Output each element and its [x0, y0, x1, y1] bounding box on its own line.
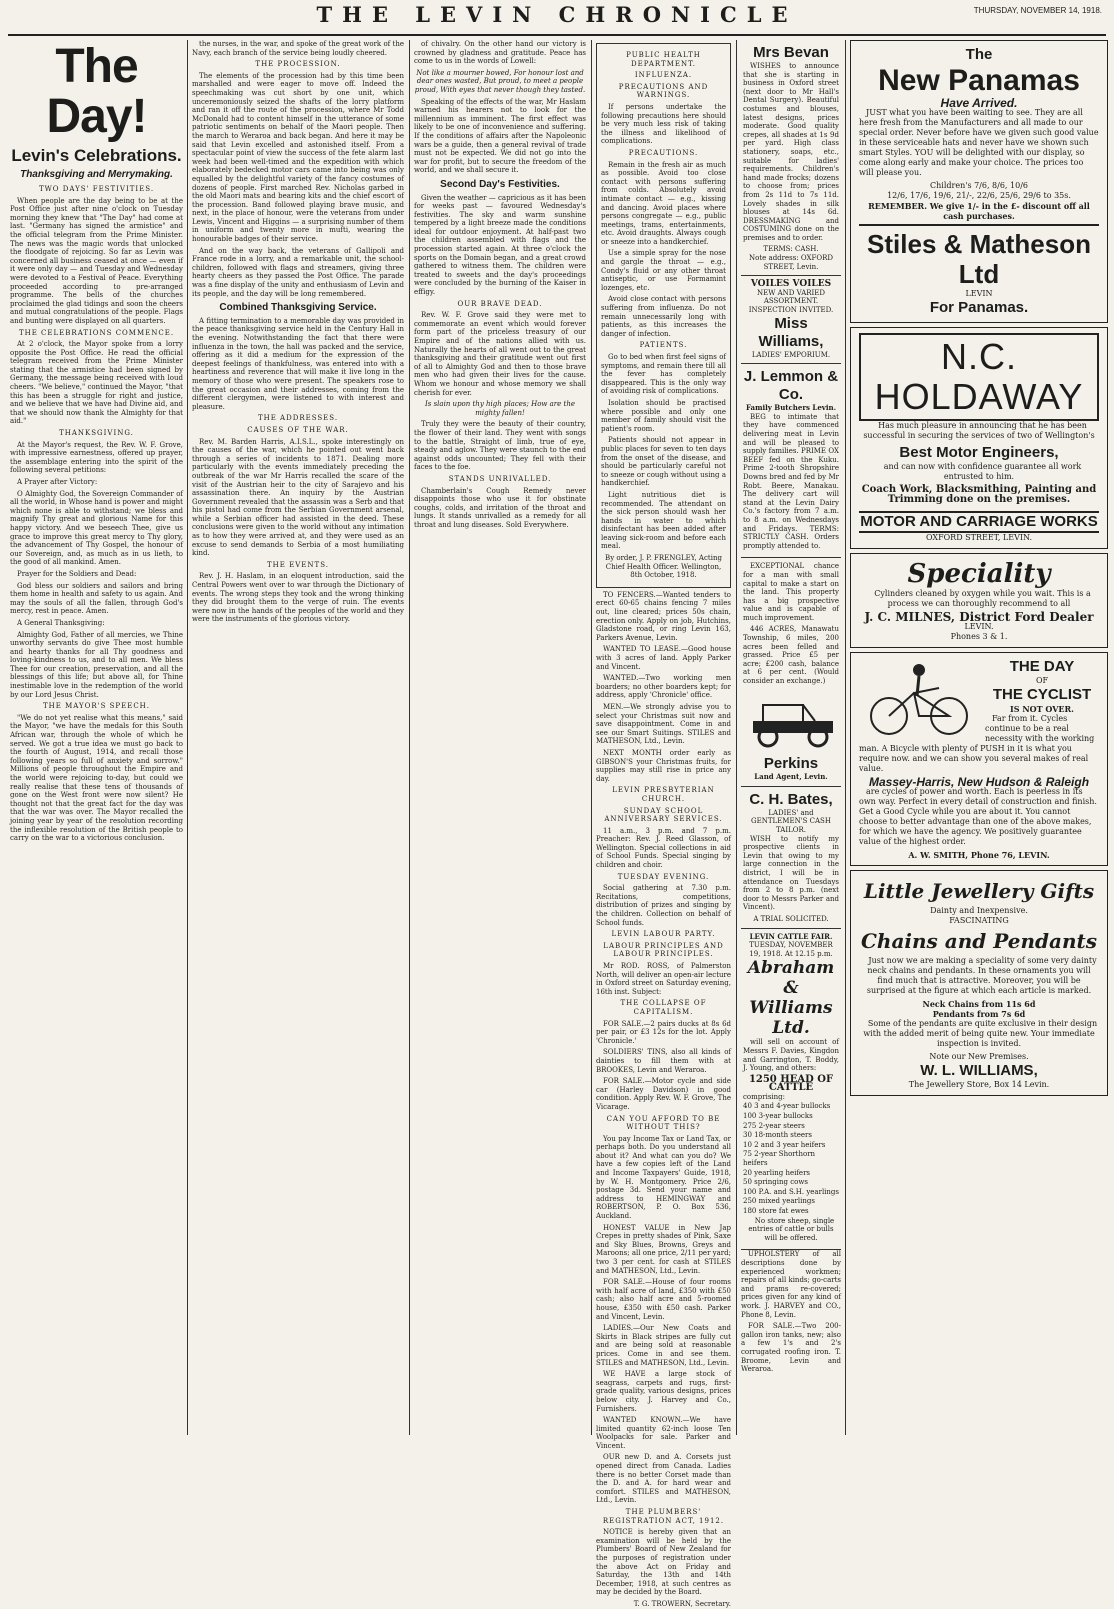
cattle-list-item: 40 3 and 4-year bullocks [743, 1102, 831, 1111]
notice-heading: PATIENTS. [639, 341, 688, 350]
ad-voiles-text: NEW AND VARIED ASSORTMENT. INSPECTION INVITED. [748, 288, 834, 315]
issue-date: THURSDAY, NOVEMBER 14, 1918. [973, 6, 1102, 15]
notice-text: Go to bed when first feel signs of symptoms, and remain there till all the fever has completely disappeared. This is the only way of avoiding risk of complications. [601, 353, 726, 396]
section-heading: THE ADDRESSES. [257, 414, 339, 423]
ad-jewel-note: Note our New Premises. [929, 1052, 1029, 1061]
article-paragraph: O Almighty God, the Sovereign Commander of all the world, in Whose hand is power and might which none is able to withstand; we bless and magnify Thy great and glorious Name for this happy victory. And we beseech Thee, give us grace to improve this great mercy to Thy glory, the advancement of Thy Gospel, the honour of our Sovereign, and, as much as in us lieth, to the good of all mankind. Amen. [10, 489, 183, 567]
ad-cattle-fair [741, 929, 841, 1251]
ad-cyclist-sub: IS NOT OVER. [1010, 704, 1074, 714]
ad-cyclist-sig: A. W. SMITH, Phone 76, LEVIN. [908, 850, 1050, 860]
notice-text: Avoid close contact with persons suffering from influenza. Do not remain unnecessarily long with patients, as this increases the danger of infection. [601, 295, 726, 338]
subheadline: Thanksgiving and Merrymaking. [20, 169, 173, 180]
ad-lemmon-sub: Family Butchers Levin. [745, 403, 837, 413]
article-paragraph: Rev. M. Barden Harris, A.I.S.L., spoke interestingly on the causes of the war, which he pointed out went back through a series of incidents to 1871. Dealing more particularly with the events immediately preceding the outbreak of the war Mr Harris recalled the scare of the visit of the Austrian heir to the city of Sarajevo and his assassination there. An inquiry by the Austrian Government revealed that the assassin was a Serb and that his pistol had come from the Serbian Government arsenal, while a Serbian officer had assisted in the deed. These conclusions were given to the world without any intimation as to how they were arrived at, and they were used as an excuse to send demands to Serbia of a most humiliating kind. [192, 437, 404, 558]
ad-lemmon-name: J. Lemmon & Co. [743, 368, 839, 404]
ad-cyclist-the: THE DAY [1009, 658, 1075, 675]
classified-ad: WANTED TO LEASE.—Good house with 3 acres of land. Apply Parker and Vincent. [596, 645, 731, 671]
notice-text: Light nutritious diet is recommended. The attendant on the sick person should wash her hands in water to which disinfectant has been added after leaving sick-room and before each meal. [601, 490, 726, 551]
prayer-heading: Prayer for the Soldiers and Dead: [17, 569, 137, 578]
ad-cyclist [850, 652, 1108, 866]
article-paragraph: A fitting termination to a memorable day was provided in the peace thanksgiving service held in the Century Hall in the evening. Notwithstanding the fact that there were influenza in the town, the hall was packed and the service, offering as it did a medium for the expression of the deepest feelings of thankfulness, was entered into with a heartiness and reverence that will make it live long in the memory of those who were present. The speakers rose to the great occasion and their addresses, coming from the different clergymen, were listened to with interest and pleasure. [192, 316, 404, 411]
ad-bates-sub: LADIES' and GENTLEMEN'S CASH TAILOR. [751, 808, 831, 834]
ad-stiles-levin: LEVIN [965, 289, 993, 298]
ad-panamas-text: JUST what you have been waiting to see. They are all here fresh from the Manufacturers and all made to our special order. Never before have we given such good value in these serviceable hats and never have we shown such smart Styles. YOU will be delighted with our display, so come along early and make your choice. The prices too will please you. [859, 108, 1099, 177]
ad-cattle-count: 1250 HEAD OF CATTLE [748, 1073, 834, 1094]
ad-bates-trial: A TRIAL SOLICITED. [753, 914, 829, 923]
section-heading: LABOUR PRINCIPLES AND LABOUR PRINCIPLES. [603, 941, 724, 959]
ad-stiles-name: Stiles & Matheson Ltd [867, 229, 1091, 289]
notice-text: Social gathering at 7.30 p.m. Recitations, competitions, distribution of prizes and singing by the children. Collection on behalf of School funds. [596, 884, 731, 927]
column-1 [10, 40, 183, 1435]
ad-bevan-name: Mrs Bevan [753, 44, 829, 61]
section-heading: LEVIN PRESBYTERIAN CHURCH. [612, 786, 715, 803]
ad-speciality [850, 553, 1108, 648]
ad-lemmon [741, 364, 841, 558]
article-paragraph: And on the way back, the veterans of Gallipoli and France rode in a lorry, and a remarkable unit, the school-children, followed with flags and streamers, giving three hearty cheers as they passed the Post Office. The parade was a fine display of the unity and enthusiasm of Levin and its people, and the day will be long remembered. [192, 246, 404, 298]
notice-text: Patients should not appear in public places for seven to ten days from the onset of the disease, and should be particularly careful not to sneeze or cough without using a handkerchief. [601, 436, 726, 488]
section-heading: THE COLLAPSE OF CAPITALISM. [620, 999, 707, 1016]
ad-panamas-sub: Have Arrived. [940, 96, 1018, 110]
ad-jewel-chains: Chains and Pendants [861, 929, 1097, 953]
ad-jewel-neck: Neck Chains from 11s 6d [922, 999, 1036, 1009]
column-rule [187, 40, 188, 1435]
classified-ad: WANTED.—Two working men boarders; no other boarders kept; for address, apply 'Chronicle' office. [596, 674, 731, 700]
ad-abraham-logo: Abraham & Williams Ltd. [747, 958, 835, 1039]
column-rule [591, 40, 592, 1435]
ad-voiles-head: VOILES VOILES [750, 279, 832, 290]
classified-ad: FOR SALE.—2 pairs ducks at 8s 6d per pair, or £3 12s for the lot. Apply 'Chronicle.' [596, 1019, 731, 1045]
column-rule [409, 40, 410, 1435]
ad-jewel-store: The Jewellery Store, Box 14 Levin. [908, 1080, 1050, 1089]
column-2 [192, 40, 404, 1435]
section-heading: THE EVENTS. [267, 560, 329, 569]
notice-text: Mr ROD. ROSS, of Palmerston North, will deliver an open-air lecture in Oxford street on Saturday evening, 16th inst. Subject: [596, 962, 731, 996]
ad-jewel-fasc: FASCINATING [949, 916, 1009, 925]
ad-williams-sub: LADIES' EMPORIUM. [751, 350, 831, 359]
section-title-thanksgiving: Combined Thanksgiving Service. [219, 302, 377, 314]
section-heading: SUNDAY SCHOOL ANNIVERSARY SERVICES. [604, 806, 723, 824]
ad-cattle-date: TUESDAY, NOVEMBER 19, 1918. At 12.15 p.m. [749, 941, 833, 958]
ad-voiles [741, 276, 841, 364]
notice-text: Use a simple spray for the nose and gargle the throat — e.g., Condy's fluid or any other throat antiseptic, or use Formamint lozenges, etc. [601, 249, 726, 292]
ad-speciality-title: Speciality [907, 559, 1051, 589]
article-paragraph: of chivalry. On the other hand our victory is crowned by gladness and gratitude. Peace has come to us in the words of Lowell: [414, 40, 586, 66]
kicker: TWO DAYS' FESTIVITIES. [38, 185, 155, 193]
classified-ad: WE HAVE a large stock of seagrass, carpets and rugs, first-grade quality, various designs, prices below city. J. Harvey and Co., Furnishers. [596, 1370, 731, 1413]
prayer-heading: A Prayer after Victory: [17, 478, 98, 486]
ad-perkins-name: Perkins [763, 755, 819, 773]
section-heading: THE CELEBRATIONS COMMENCE. [18, 328, 175, 337]
cattle-list-item: 250 mixed yearlings [743, 1197, 815, 1206]
ad-stiles-for: For Panamas. [929, 299, 1029, 316]
section-heading: THE MAYOR'S SPEECH. [42, 702, 151, 711]
classified-ad: TO FENCERS.—Wanted tenders to erect 60-65 chains fencing 7 miles out, line cleared; prices 50s chain, erection only. Apply on job, Hutchins, Gladstone road, or ring Levin 163, Parkers Avenue, Levin. [596, 590, 731, 642]
notice-text: Isolation should be practised where possible and only one member of family should visit the patient's room. [601, 398, 726, 433]
ad-bates-name: C. H. Bates, [749, 790, 833, 808]
cattle-list-item: 20 yearling heifers [743, 1168, 811, 1177]
article-paragraph: At the Mayor's request, the Rev. W. F. Grove, with impressive earnestness, offered up prayer, the assemblage entering into the spirit of the following several petitions: [10, 440, 183, 475]
section-title-second-day: Second Day's Festivities. [440, 178, 560, 190]
cyclist-illustration [859, 658, 979, 738]
cattle-list-item: 50 springing cows [743, 1178, 808, 1187]
ad-milnes-address: LEVIN. [964, 622, 994, 631]
article-paragraph: At 2 o'clock, the Mayor spoke from a lorry opposite the Post Office. He read the official telegram received from the Prime Minister stating that the armistice had been signed by Germany, the message being received with loud cheers. "We believe," continued the Mayor, "that this has been a struggle for right and justice, and we believe that we have had Divine aid, and that we should now thank the Almighty for that aid." [10, 340, 183, 426]
ad-jewel-name: W. L. WILLIAMS, [920, 1062, 1038, 1079]
article-paragraph: When people are the day being to be at the Post Office just after nine o'clock on Tuesday morning they knew that "The Day" had come at last. "Germany has signed the armistice" and the official telegram from the Prime Minister. The news was the magic words that unlocked the floodgate of rejoicing. So far as Levin was concerned all business ceased at once — even if it were only day — and Tuesday and Wednesday were devoted to a Festival of Peace. Everything proceeded according to pre-arranged programme. The bells of the churches proclaimed the glad tidings and soon the cheers and mutual congratulations of the people. Flags and bunting were displayed on all quarters. [10, 196, 183, 325]
cattle-list [743, 1093, 839, 1216]
ad-jewel-title: Little Jewellery Gifts [863, 879, 1095, 903]
cattle-list-item: 275 2-year steers [743, 1121, 805, 1130]
ad-panamas-note: REMEMBER. We give 1/- in the £- discount off all cash purchases. [868, 201, 1090, 221]
section-heading: STANDS UNRIVALLED. [448, 474, 552, 483]
ad-cyclist-brand: Massey-Harris, New Hudson & Raleigh [868, 775, 1090, 789]
ad-cattle-note: No store sheep, single entries of cattle or bulls will be offered. [748, 1216, 835, 1242]
ad-motor-address: OXFORD STREET, LEVIN. [925, 533, 1033, 542]
ad-panamas-the: The [965, 46, 993, 63]
ad-bates-text: WISH to notify my prospective clients in Levin that owing to my large connection in the district, I will be in attendance on Tuesdays from 2 to 8 p.m. (next door to Messrs Parker and Vincent). [743, 834, 839, 912]
ad-milnes-name: J. C. MILNES, District Ford Dealer [864, 610, 1094, 624]
classified-ad: FOR SALE.—House of four rooms with half acre of land, £350 with £50 cash; also half acre and 5-roomed house, £350 with £50 cash. Parker and Vincent, Levin. [596, 1278, 731, 1321]
ad-lemmon-text: BEG to intimate that they have commenced delivering meat in Levin and will be pleased to supply families. PRIME OX BEEF fed on the Kuku. Prime 2-tooth Shropshire Downs bred and fed by Mr Robt. Beere, Manakau. The delivery cart will stand at the Levin Dairy Co.'s factory from 7 a.m. to 8 a.m. on Wednesdays and Fridays. TERMS: STRICTLY CASH. Orders promptly attended to. [743, 412, 839, 550]
ad-milnes-phone: Phones 3 & 1. [950, 632, 1008, 641]
classified-ad: OUR new D. and A. Corsets just opened direct from Canada. Ladies there is no better Corset made than the D. and A. for hard wear and comfort. STILES and MATHESON, Ltd., Levin. [596, 1453, 731, 1505]
masthead [8, 0, 1106, 36]
car-illustration [743, 691, 843, 751]
classified-ad: UPHOLSTERY of all descriptions done by experienced workmen; repairs of all kinds; go-carts and prams re-covered; prices given for any kind of work. J. HARVEY and CO., Phone 8, Levin. [741, 1250, 842, 1319]
article-paragraph: Speaking of the effects of the war, Mr Haslam warned his hearers not to look for the millennium as imminent. The first effect was likely to be one of inconvenience and suffering. If the conditions of affairs after the Napoleonic wars be a guide, then a general revival of trade must not be expected. We did not go into the war for profit, but to secure the freedom of the world, and we shall secure it. [414, 97, 586, 175]
article-paragraph: Almighty God, Father of all mercies, we Thine unworthy servants do give Thee most humble and hearty thanks for all Thy goodness and loving-kindness to us, and to all men. We bless Thee for our creation, preservation, and all the blessings of this life; but above all, for Thine inestimable love in the redemption of the world by our Lord Jesus Christ. [10, 630, 183, 699]
ad-panamas [850, 40, 1108, 323]
ad-cyclist-title: THE CYCLIST [992, 686, 1092, 703]
notice-heading: PRECAUTIONS. [628, 148, 699, 157]
ad-bates [741, 787, 841, 929]
ad-jewel-pend: Pendants from 7s 6d [932, 1009, 1026, 1019]
classified-ad: LADIES.—Our New Coats and Skirts in Black stripes are fully cut and are being sold at reasonable prices. Come in and see them. STILES and MATHESON, Ltd., Levin. [596, 1324, 731, 1367]
ad-holdaway-best: Best Motor Engineers, [899, 444, 1059, 461]
ad-motor-title: MOTOR AND CARRIAGE WORKS [859, 511, 1099, 533]
notice-heading: INFLUENZA. [634, 71, 693, 80]
notice-text: If persons undertake the following precautions here should be very much less risk of taking the illness and likelihood of complications. [601, 102, 726, 146]
ad-panamas-title: New Panamas [878, 64, 1080, 97]
ad-jewel-text: Just now we are making a speciality of some very dainty neck chains and pendants. In these ornaments you will find much that is attractive. Moreover, you will be surprised at the figure at which each article is marked. [866, 956, 1097, 995]
article-paragraph: The elements of the procession had by this time been marshalled and were eager to move off. Indeed the speechmaking was cut short by one unit, which unceremoniously seized the shafts of the lorry platform and ran it off the route of the procession, where Mr Todd McDonald had to content himself in the utterance of some patriotic sentiments on behalf of the Maori people. Then the march to Weraroa and back began. And here it may be said that Levin excelled and astonished itself. From a spectacular point of view the success of the fete alarm last week had been well-timed and the expedition with which elaborately bedecked motor cars came into being was only equalled by the delightful variety of the fancy costumes of dozens of people. First marched Rev. Nicholas garbed in the old Maori mats and bearing kits and the chief escort of the procession. Band followed playing brave music, and next, in the place of honour, were the veterans from under Lewis, Vincent and Higgins — a surprising number of them in uniform and twenty more in mufti, wearing the honourable badges of their service. [192, 71, 404, 244]
section-heading: OUR BRAVE DEAD. [457, 299, 543, 308]
cattle-list-item: 100 P.A. and S.H. yearlings [743, 1187, 839, 1196]
classified-ad: WANTED KNOWN.—We have limited quantity 62-inch loose Ten Woolpacks for sale. Parker and Vincent. [596, 1416, 731, 1450]
ad-jewellery [850, 870, 1108, 1096]
section-heading: LEVIN LABOUR PARTY. [611, 930, 716, 939]
notice-text: Remain in the fresh air as much as possible. Avoid too close contact with persons suffering from colds. Absolutely avoid intimate contact — e.g., kissing and dancing. Avoid places where persons congregate — e.g., public meetings, trams, entertainments, etc. Avoid draughts. Always cough or sneeze into a handkerchief. [601, 160, 726, 246]
poem-verse: Not like a mourner bowed, For honour lost and dear ones wasted, But proud, to meet a people proud, With eyes that never though they tasted. [414, 68, 586, 94]
ad-cyclist-of: OF [1035, 676, 1049, 685]
advertisement-text: Chamberlain's Cough Remedy never disappoints those who use it for obstinate coughs, colds, and irritation of the throat and lungs. It stands unrivalled as a remedy for all throat and lung diseases. Sold Everywhere. [414, 486, 586, 529]
ad-jewel-text2: Some of the pendants are quite exclusive in their design with the added merit of being quite new. Your immediate inspection is invited. [863, 1019, 1098, 1048]
notice-heading: PUBLIC HEALTH DEPARTMENT. [626, 51, 701, 68]
classified-ad: FOR SALE.—Two 200-gallon iron tanks, new; also a few 1's and 2's corrugated roofing iron. T. Broome, Levin and Weraroa. [741, 1322, 841, 1374]
ad-bevan-address: Note address: OXFORD STREET, Levin. [749, 254, 833, 271]
ad-holdaway-text2: and can now with confidence guarantee all work entrusted to him. [883, 462, 1082, 481]
column-5 [741, 40, 841, 1435]
cattle-list-item: 10 2 and 3 year heifers [743, 1140, 826, 1149]
ad-holdaway [850, 327, 1108, 549]
cattle-list-item: 30 18-month steers [743, 1131, 812, 1140]
main-headline: The Day! [46, 40, 147, 143]
article-paragraph: Rev. J. H. Haslam, in an eloquent introduction, said the Central Powers went over to war through the Dictionary of events. The wrong steps they took and the wrong thinking they did brought them to the verge of ruin. The events were now in the hands of the peoples of the world and they were the instruments of the glorious victory. [192, 572, 404, 624]
article-paragraph: Rev. W. F. Grove said they were met to commemorate an event which would forever form part of the priceless treasury of our Empire and of the nations allied with us. Naturally the hearts of all went out to the great thanksgiving and their gratitude went out first of all to Almighty God and then to those brave men who had given their lives for the cause. Whom we honour and whose memory we shall cherish for ever. [414, 311, 586, 397]
notice-heading: PRECAUTIONS AND WARNINGS. [618, 82, 709, 100]
prayer-heading: A General Thanksgiving: [17, 618, 105, 627]
ad-panamas-prices2: 12/6, 17/6, 19/6, 21/-, 22/6, 25/6, 29/6 to 35s. [887, 191, 1071, 200]
cattle-list-item: comprising: [743, 1092, 786, 1101]
ad-perkins-text: EXCEPTIONAL chance for a man with small capital to make a start on the land. This property has a big prospective value and is capable of much improvement. [743, 562, 839, 622]
article-paragraph: "We do not yet realise what this means," said the Mayor, "we have the medals for this South African war, through the whole of which he served. We got a true idea we must go back to the fourth of August, 1914, and recall those following years so full of anxiety and sorrow." Millions of people throughout the Empire and the world were rejoicing to-day, but could we really realise that these tens of thousands of gone on the West front were now silent? He thought not that the great fact for the day was that the war was over. The Mayor recalled the joining year by year of the resolution recording the inflexible resolution of the British people to carry on the war to a victorious conclusion. [10, 713, 183, 843]
classified-ad: MEN.—We strongly advise you to select your Christmas suit now and save disappointment. Come in and see our Smart Suitings. STILES and MATHESON, Ltd., Levin. [596, 702, 731, 746]
column-rule [736, 40, 737, 1435]
ad-bevan [741, 40, 841, 276]
classified-ad: NOTICE is hereby given that an examination will be held by the Plumbers' Board of New Zealand for the purposes of registration under the above Act on Friday and Saturday, the 13th and 14th December, 1918, at such centres as may be decided by the Board. [596, 1528, 731, 1597]
health-notice [596, 43, 731, 588]
article-paragraph: the nurses, in the war, and spoke of the great work of the Navy, each branch of the service being loudly cheered. [192, 40, 404, 57]
article-paragraph: Given the weather — capricious as it has been for weeks past — favoured Wednesday's festivities. The sky and warm sunshine tempered by a light breeze made the conditions ideal for outdoor enjoyment. At half-past two the children assembled with flags and the procession started again. At three o'clock the sports on the Domain began, and a great crowd gathered to witness them. The children were treated to sweets and the day's proceedings were concluded by the burning of the Kaiser in effigy. [414, 193, 586, 297]
section-heading: THANKSGIVING. [59, 429, 134, 438]
classified-ad: HONEST VALUE in New Jap Crepes in pretty shades of Pink, Saxe and Sky Blues, Browns, Greys and Maroons; all one price, 2/11 per yard; two 3 per cent. for cash at STILES and MATHESON, Ltd., Levin. [596, 1223, 731, 1275]
section-heading: CAN YOU AFFORD TO BE WITHOUT THIS? [606, 1114, 721, 1132]
ad-perkins-sub: Land Agent, Levin. [754, 772, 828, 782]
newspaper-title: THE LEVIN CHRONICLE [316, 2, 798, 27]
ad-cattle-head: LEVIN CATTLE FAIR. [749, 931, 833, 941]
classified-ad: NEXT MONTH order early as GIBSON'S your Christmas fruits, for supplies may still rise in price any day. [596, 748, 731, 783]
notice-text: 11 a.m., 3 p.m. and 7 p.m. Preacher: Rev. J. Reed Glasson, of Wellington. Special collections in aid of School Funds. Special singing by children and choir. [596, 826, 731, 870]
ad-speciality-text: Cylinders cleaned by oxygen while you wait. This is a process we can thoroughly recommend to all [874, 589, 1091, 608]
section-heading: THE PROCESSION. [255, 60, 341, 69]
column-rule [845, 40, 846, 1435]
cattle-list-item: 75 2-year Shorthorn heifers [743, 1150, 816, 1168]
cattle-list-item: 100 3-year bullocks [743, 1112, 813, 1121]
article-paragraph: God bless our soldiers and sailors and bring them home in health and safety to us again. And may the souls of all the fallen, through God's mercy, rest in peace. Amen. [10, 581, 183, 616]
section-heading: TUESDAY EVENING. [617, 872, 710, 881]
classified-ad: FOR SALE.—Motor cycle and side car (Harley Davidson) in good condition. Apply Rev. W. F. Grove, The Vicarage. [596, 1077, 731, 1111]
ad-bevan-terms: TERMS: CASH. [763, 245, 819, 254]
column-4 [596, 40, 731, 1608]
cattle-list-item: 180 store fat ewes [743, 1207, 809, 1215]
ad-williams-name: Miss Williams, [758, 314, 824, 350]
section-heading: CAUSES OF THE WAR. [247, 425, 349, 434]
ad-perkins [741, 558, 841, 787]
article-paragraph: Truly they were the beauty of their country, the flower of their land. They went with songs to the battle, Straight of limb, true of eye, steady and aglow. They were staunch to the end against odds uncounted; They fell with their faces to the foe. [414, 420, 586, 472]
notice-signature: T. G. TROWERN, Secretary. [633, 1599, 731, 1608]
ad-holdaway-text: Has much pleasure in announcing that he has been successful in securing the services of two of Wellington's [863, 421, 1095, 440]
ad-panamas-prices: Children's 7/6, 8/6, 10/6 [930, 181, 1028, 190]
ad-perkins-acres: 446 ACRES, Manawatu Township, 6 miles, 200 acres been felled and grassed. Price £5 per acre; £200 cash, balance at 6 per cent. (Would consider an exchange.) [743, 625, 839, 686]
poem-verse: Is slain upon thy high places; How are the mighty fallen! [425, 400, 575, 417]
classified-ad: You pay Income Tax or Land Tax, or perhaps both. Do you understand all about it? And what can you do? We have a few copies left of the Land and Income Taxpayers' Guide, 1918, by W. H. Montgomery. Price 2/6, postage 3d. Send your name and address to HEMINGWAY and ROBERTSON, P. O. Box 536, Auckland. [596, 1134, 731, 1221]
ad-cyclist-text2: are cycles of power and worth. Each is peerless in its own way. Perfect in every detail of construction and finish. Get a Good Cycle while you are about it. You cannot choose to better advantage than one of the above makes, for which we have the agency. We positively guarantee value of the highest order. [859, 787, 1097, 846]
ad-holdaway-name: N.C. HOLDAWAY [859, 333, 1099, 421]
section-heading: THE PLUMBERS' REGISTRATION ACT, 1912. [602, 1508, 725, 1525]
column-3 [414, 40, 586, 1435]
ad-holdaway-coach: Coach Work, Blacksmithing, Painting and Trimming done on the premises. [861, 484, 1097, 505]
ad-jewel-sub: Dainty and Inexpensive. [930, 906, 1028, 915]
headline-celebrations: Levin's Celebrations. [11, 146, 182, 165]
ad-abraham-text: will sell on account of Messrs F. Davies, Kingdon and Garrington, T. Boddy, J. Young, and others: [743, 1038, 839, 1073]
ad-cyclist-text: Far from it. Cycles continue to be a real necessity with the working man. A Bicycle with plenty of PUSH in it is what you require now. and we can show you several makes of real value. [859, 714, 1095, 773]
notice-signature: By order, J. P. FRENGLEY, Acting Chief Health Officer. Wellington, 8th October, 1918. [605, 554, 722, 580]
classified-ad: SOLDIERS' TINS, also all kinds of dainties to fill them with at BROOKES, Levin and Weraroa. [596, 1048, 731, 1074]
column-6 [850, 40, 1108, 1435]
ad-bevan-text: WISHES to announce that she is starting in business in Oxford street (next door to Mr Hall's Dental Surgery). Beautiful costumes and blouses, latest designs, prices moderate. Good quality crepes, all shades at 1s 9d per yard. High class stationery, soaps, etc., suitable for ladies' requirements. Children's hand made frocks; dozens to choose from; prices from 2s 11d to 7s 11d. Lovely shades in silk blouses at 14s 6d. DRESSMAKING and COSTUMING done on the premises and to order. [743, 62, 839, 242]
